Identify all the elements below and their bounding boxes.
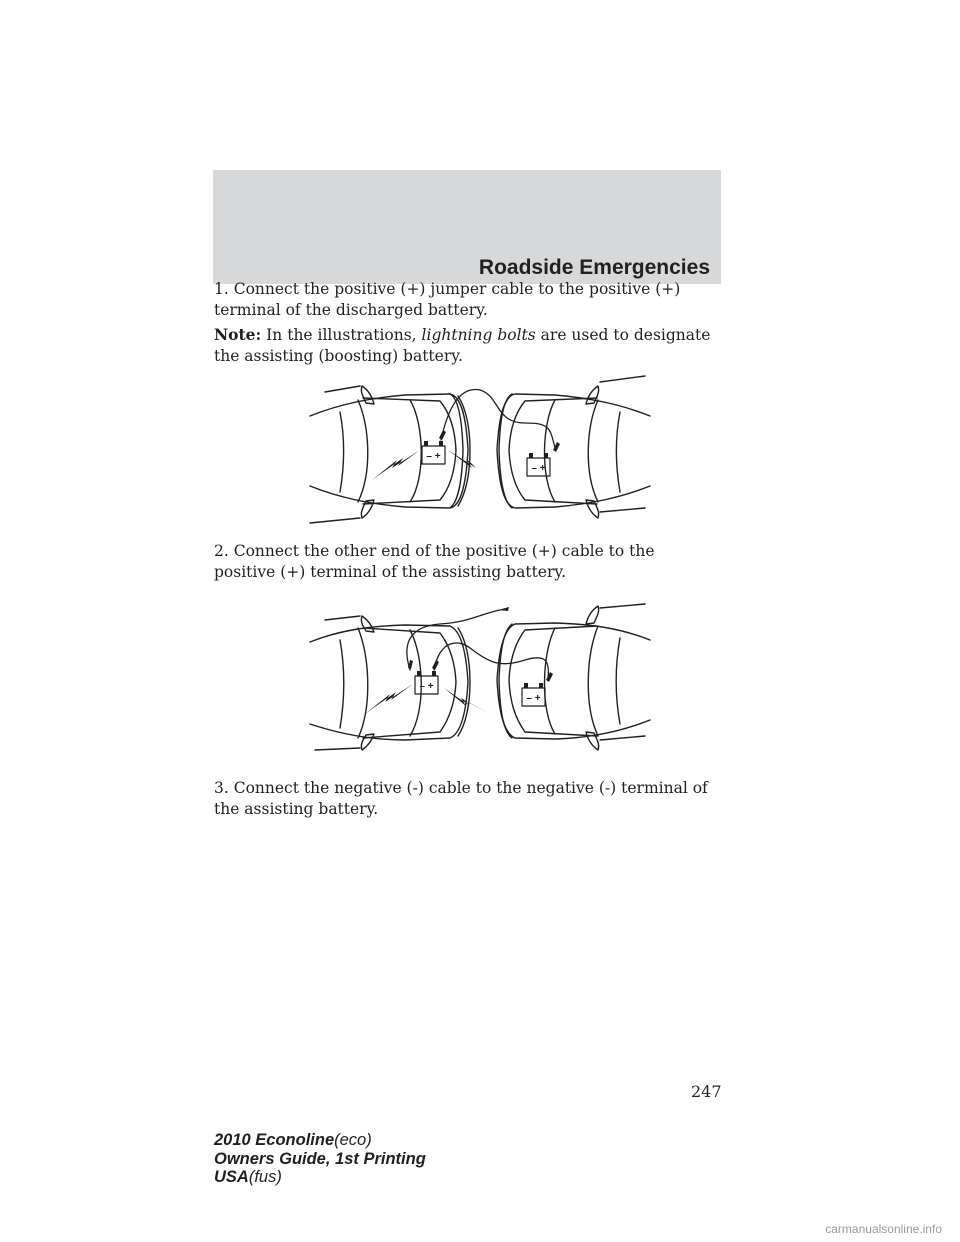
- battery-assisting-label: – +: [531, 463, 546, 474]
- note-text-start: In the illustrations,: [261, 326, 422, 344]
- step-1-text: 1. Connect the positive (+) jumper cable to the positive (+) terminal of the discharged battery.: [214, 280, 681, 319]
- battery-assisting-label: – +: [526, 693, 541, 704]
- watermark[interactable]: carmanualsonline.info: [825, 1222, 942, 1236]
- footer-printing-info: [214, 1131, 426, 1187]
- positive-jumper-cable: [434, 643, 548, 678]
- footer-market: USA: [214, 1168, 249, 1186]
- jump-start-illustration-step2: [300, 598, 660, 763]
- page-number: 247: [691, 1082, 722, 1101]
- discharged-car-outline: [310, 386, 470, 523]
- lightning-bolt-left-icon: [365, 684, 413, 714]
- note-emphasis: lightning bolts: [421, 326, 536, 344]
- assisting-car-outline: [497, 376, 650, 518]
- battery-discharged: [415, 671, 438, 694]
- note-paragraph: [214, 324, 720, 367]
- note-text-end: are used to designate the assisting (boosting) battery.: [214, 326, 711, 365]
- battery-assisting: [527, 453, 550, 476]
- step-3-text: 3. Connect the negative (-) cable to the negative (-) terminal of the assisting battery.: [214, 779, 708, 818]
- discharged-car-outline: [310, 616, 470, 750]
- step-2-text: 2. Connect the other end of the positive (+) cable to the positive (+) terminal of the assisting battery.: [214, 542, 655, 581]
- footer-printing: Owners Guide, 1st Printing: [214, 1149, 426, 1168]
- footer-model: 2010 Econoline: [214, 1131, 335, 1149]
- section-title: Roadside Emergencies: [478, 256, 710, 279]
- footer-market-code: (fus): [248, 1168, 282, 1186]
- section-header-band: [213, 170, 721, 284]
- jump-start-illustration-step1: [300, 368, 660, 533]
- battery-discharged-label: – +: [426, 451, 441, 462]
- assisting-car-outline: [497, 604, 650, 750]
- battery-discharged: [422, 441, 445, 464]
- battery-assisting: [522, 683, 545, 706]
- note-label: Note:: [214, 325, 262, 344]
- lightning-bolt-left-icon: [372, 450, 420, 480]
- battery-discharged-label: – +: [419, 681, 434, 692]
- footer-model-code: (eco): [334, 1131, 372, 1149]
